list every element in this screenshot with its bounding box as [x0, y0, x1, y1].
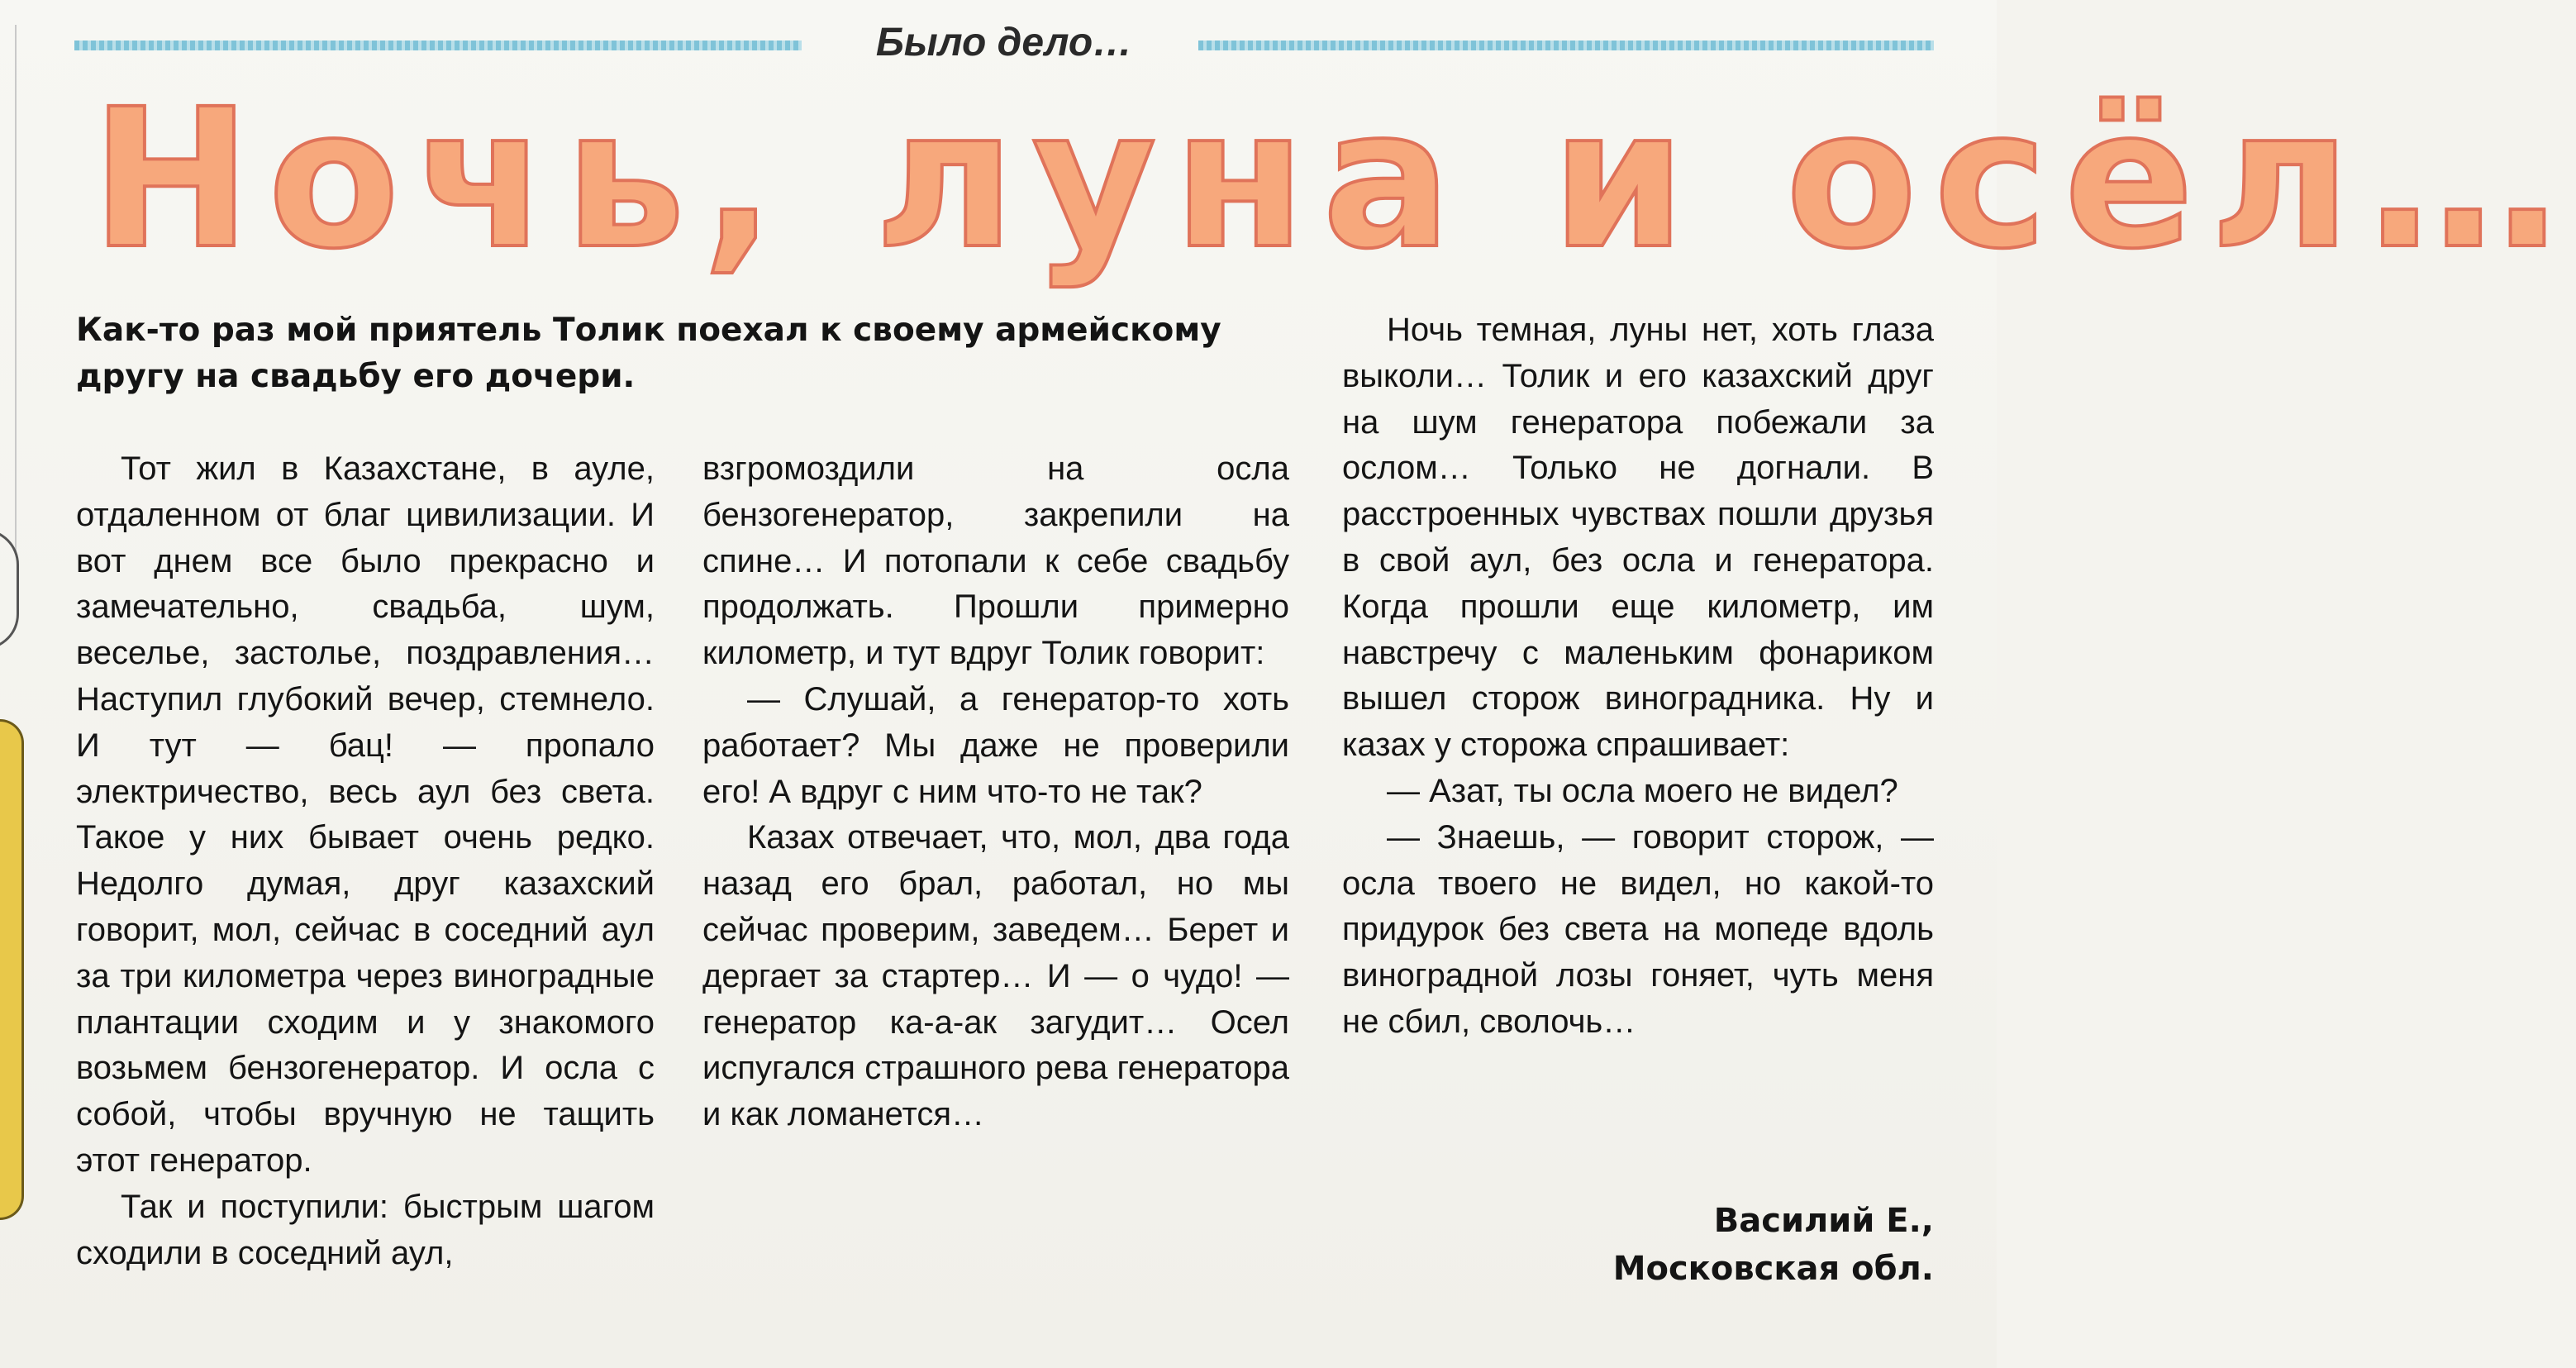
article-headline: Ночь, луна и осёл… — [91, 68, 2576, 291]
article-column-1 — [76, 446, 655, 1276]
paragraph: — Азат, ты осла моего не видел? — [1387, 772, 1898, 809]
paragraph: Тот жил в Казахстане, в ауле, отдаленном от благ цивилизации. И вот днем все было прекрасно и замечательно, свадьба, шум, веселье, застолье, поздравления… Наступил глубокий вечер, стемнело. И тут — бац! — пропало электричество, весь аул без света. Такое у них бывает очень редко. Недолго думая, друг казахский говорит, мол, сейчас в соседний аул за три километра через виноградные плантации сходим и у знакомого возьмем бензогенератор. И осла с собой, чтобы вручную не тащить этот генератор. — [76, 450, 655, 1179]
paragraph: — Слушай, а генератор-то хоть работает? Мы даже не проверили его! А вдруг с ним что-то не так? — [702, 680, 1289, 810]
paragraph: Казах отвечает, что, мол, два года назад его брал, работал, но мы сейчас проверим, заведем… Берет и дергает за стартер… И — о чудо! — генератор ка-а-ак загудит… Осел испугался страшного рева генератора и как ломанется… — [702, 819, 1289, 1133]
edge-yellow-shape — [0, 719, 24, 1220]
author-signature — [1455, 1197, 1934, 1293]
adjacent-page-edge — [0, 0, 33, 1368]
kicker-row — [74, 18, 1934, 68]
paragraph: Так и поступили: быстрым шагом сходили в соседний аул, — [76, 1188, 655, 1271]
author-region: Московская обл. — [1612, 1250, 1934, 1288]
kicker-rule-right — [1198, 41, 1934, 50]
article-column-2 — [702, 446, 1289, 1138]
paragraph: Ночь темная, луны нет, хоть глаза выколи… Толик и его казахский друг на шум генератора побежали за ослом… Только не догнали. В расстроенных чувствах пошли друзья в свой аул, без осла и генератора. Когда прошли еще километр, им навстречу с маленьким фонариком вышел сторож виноградника. Ну и казах у сторожа спрашивает: — [1342, 312, 1934, 764]
article-lead: Как-то раз мой приятель Толик поехал к своему армейскому другу на свадьбу его дочери. — [76, 312, 1221, 395]
edge-line — [15, 25, 17, 554]
article-column-3 — [1342, 307, 1934, 1046]
kicker-rule-left — [74, 41, 802, 50]
rubric-kicker: Было дело… — [875, 21, 1133, 64]
paragraph: — Знаешь, — говорит сторож, — осла твоего не видел, но какой-то придурок без света на мопеде вдоль виноградной лозы гоняет, чуть меня не сбил, сволочь… — [1342, 818, 1934, 1040]
author-name: Василий Е., — [1713, 1202, 1934, 1240]
paragraph: взгромоздили на осла бензогенератор, закрепили на спине… И потопали к себе свадьбу продолжать. Прошли примерно километр, и тут вдруг Толик говорит: — [702, 450, 1289, 672]
